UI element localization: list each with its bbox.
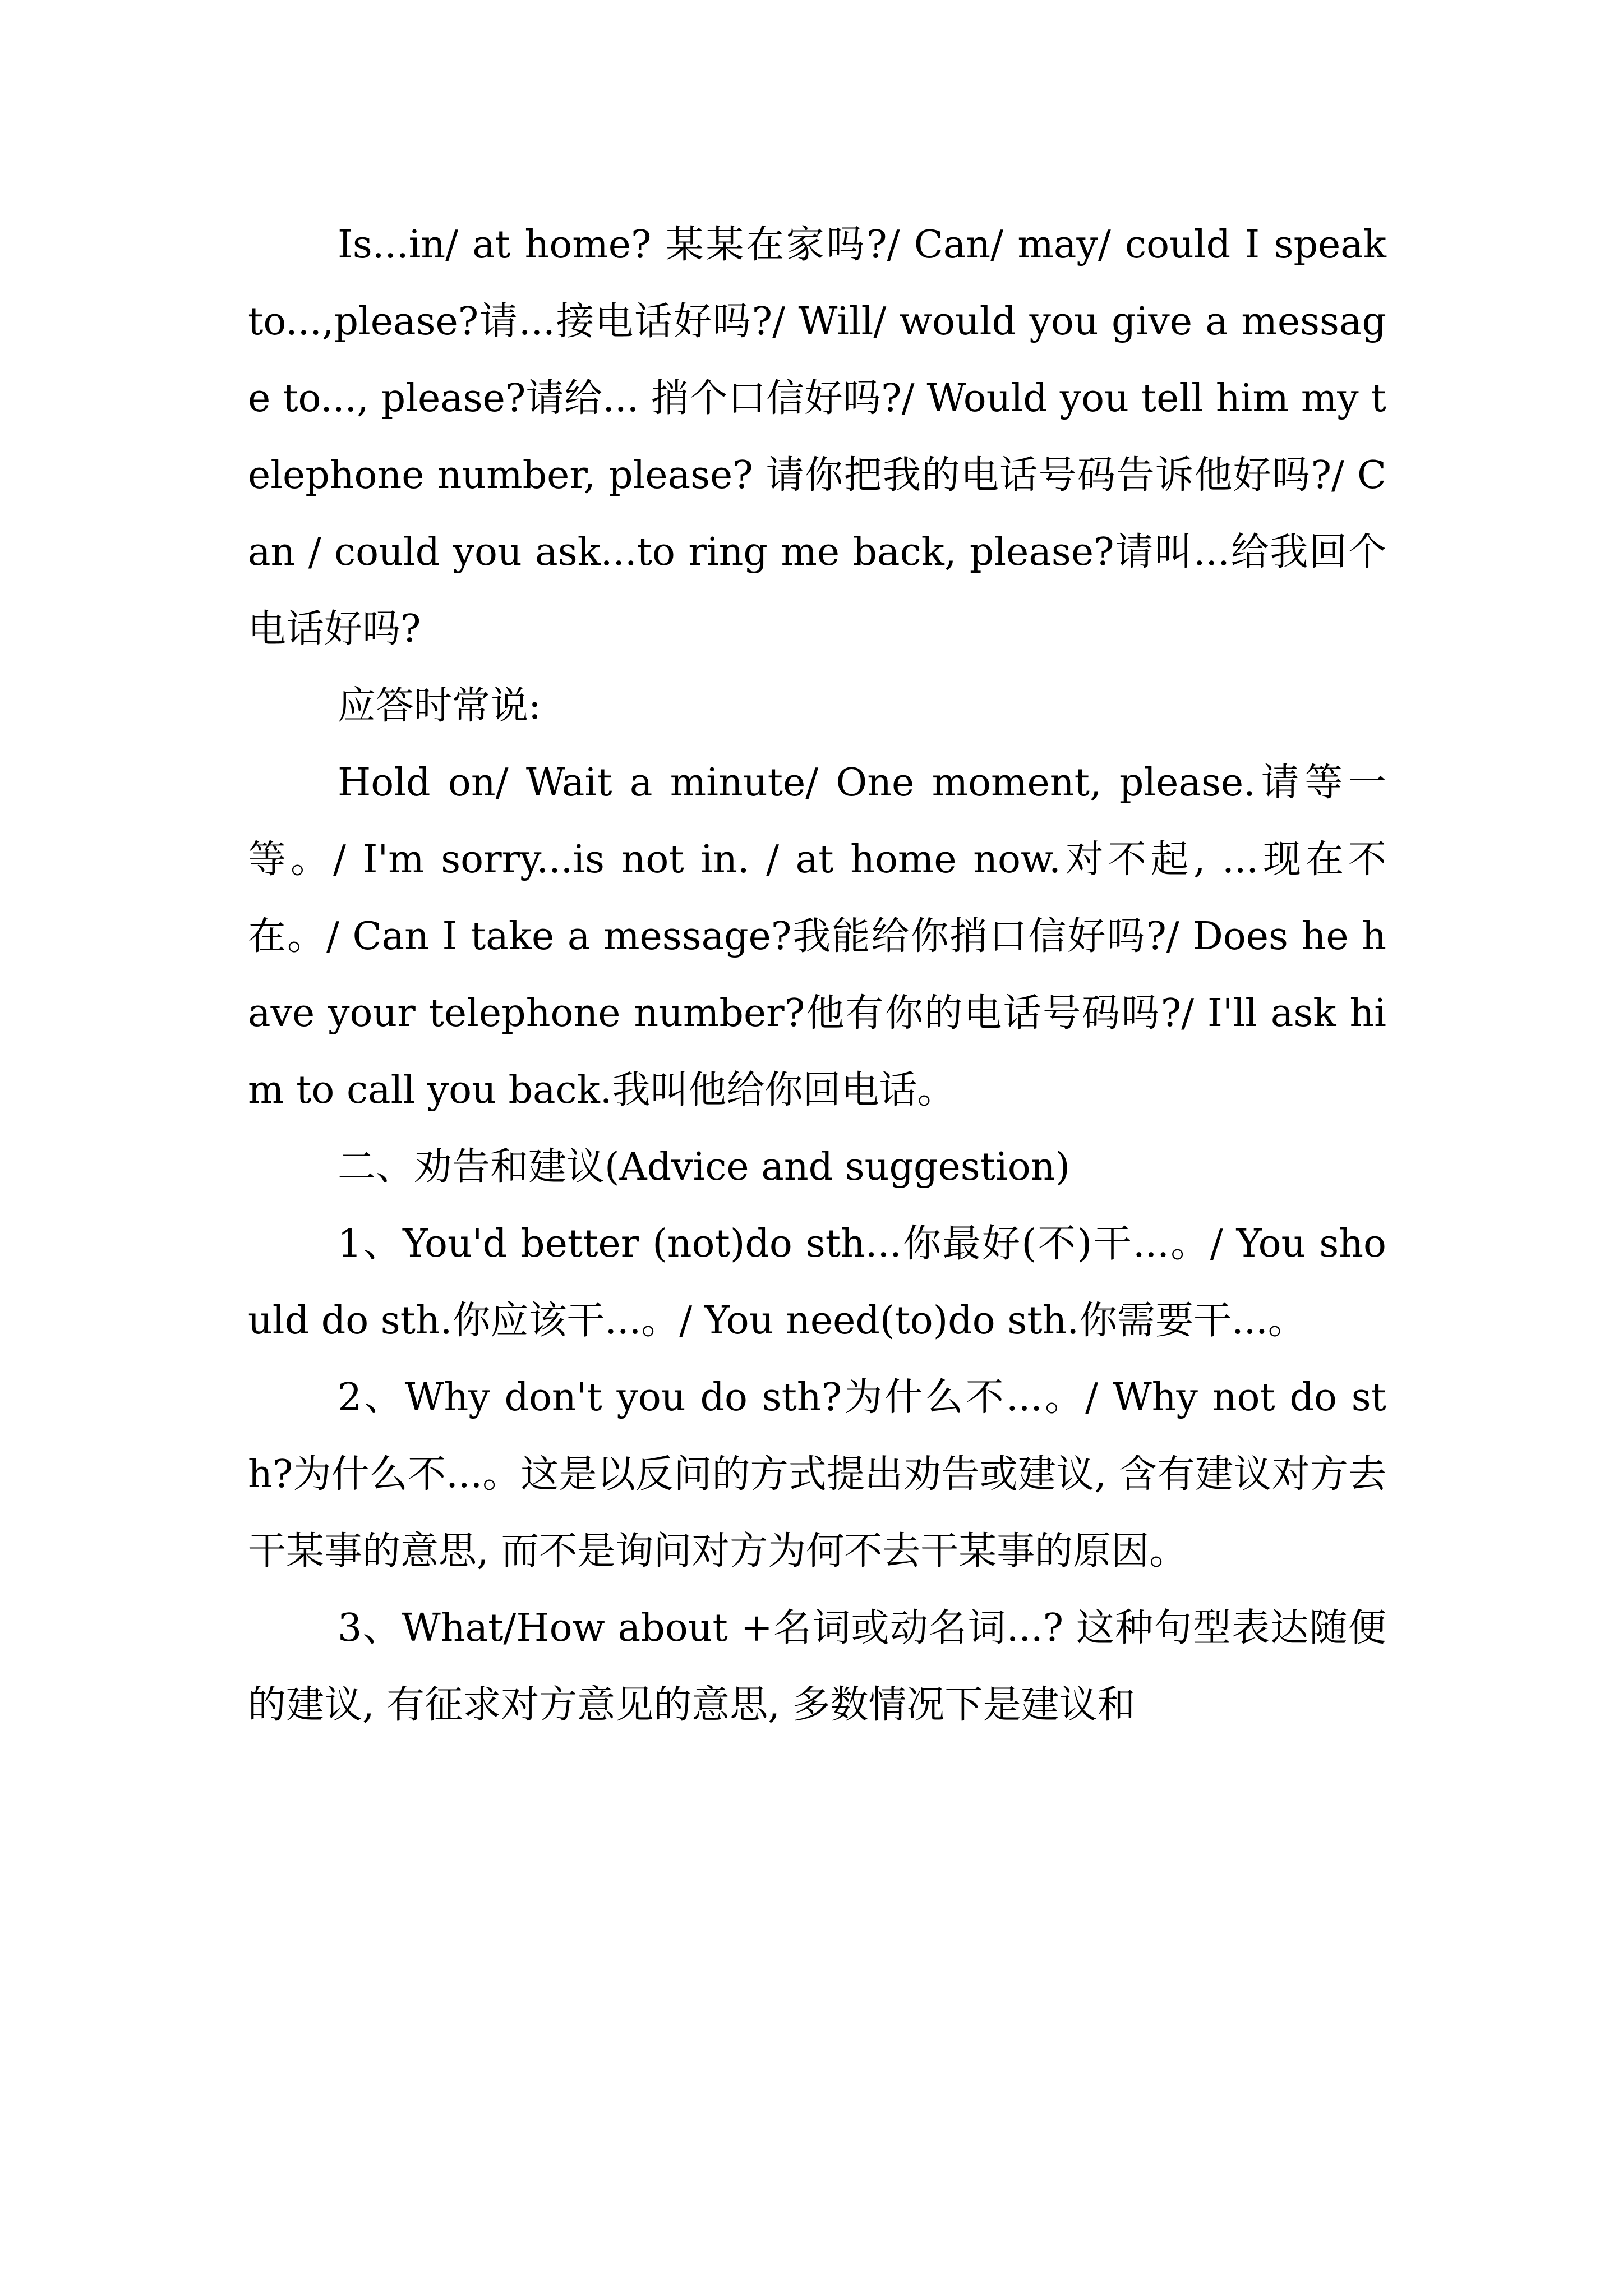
paragraph-advice-2: 2、Why don't you do sth?为什么不...。/ Why not do sth?为什么不...。这是以反问的方式提出劝告或建议, 含有建议对方去干某事的意思, 而不是询问对方为何不去干某事的原因。 bbox=[248, 1375, 1386, 1573]
document-body bbox=[248, 206, 1386, 1743]
section-heading-advice: 二、劝告和建议(Advice and suggestion) bbox=[338, 1145, 1070, 1189]
paragraph-advice-1: 1、You'd better (not)do sth...你最好(不)干...。/ You should do sth.你应该干...。/ You need(to)do sth.你需要干...。 bbox=[248, 1222, 1386, 1343]
paragraph-phone-replies: Hold on/ Wait a minute/ One moment, please.请等一等。/ I'm sorry...is not in. / at home now.对不起, ...现在不在。/ Can I take a message?我能给你捎口信好吗?/ Does he have your telephone number?他有你的电话号码吗?/ I'll ask him to call you back.我叫他给你回电话。 bbox=[248, 761, 1386, 1112]
paragraph-advice-3: 3、What/How about +名词或动名词...? 这种句型表达随便的建议, 有征求对方意见的意思, 多数情况下是建议和 bbox=[248, 1606, 1386, 1727]
paragraph-reply-heading: 应答时常说: bbox=[338, 684, 541, 728]
paragraph-phone-requests: Is...in/ at home? 某某在家吗?/ Can/ may/ could I speak to...,please?请...接电话好吗?/ Will/ would you give a message to..., please?请给... 捎个口信好吗?/ Would you tell him my telephone number, please? 请你把我的电话号码告诉他好吗?/ Can / could you ask...to ring me back, please?请叫...给我回个电话好吗? bbox=[248, 223, 1386, 651]
